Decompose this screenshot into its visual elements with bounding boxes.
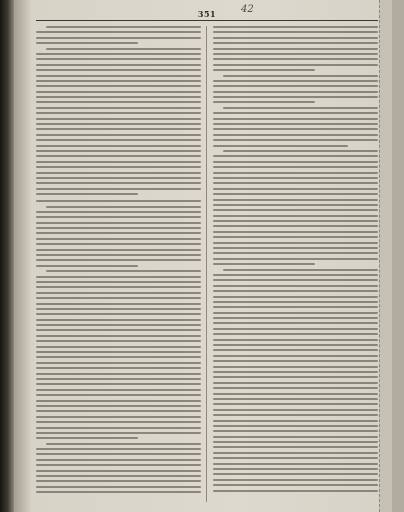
text-line — [213, 274, 378, 276]
text-line — [213, 452, 378, 454]
text-line — [36, 292, 201, 294]
text-line — [213, 91, 378, 93]
text-line — [213, 371, 378, 373]
text-line — [46, 206, 201, 208]
text-line — [213, 263, 315, 265]
text-line — [223, 269, 378, 271]
text-line — [36, 437, 138, 439]
text-line — [213, 42, 378, 44]
text-line — [36, 177, 201, 179]
text-line — [36, 58, 201, 60]
text-line — [213, 209, 378, 211]
page-number: 351 — [197, 9, 217, 19]
text-line — [213, 188, 378, 190]
text-line — [213, 31, 378, 33]
text-line — [213, 242, 378, 244]
text-line — [213, 96, 378, 98]
text-line — [223, 150, 378, 152]
text-line — [36, 155, 201, 157]
text-line — [36, 319, 201, 321]
text-line — [36, 486, 201, 488]
text-line — [213, 48, 378, 50]
text-line — [213, 123, 378, 125]
text-line — [36, 101, 201, 103]
text-line — [46, 26, 201, 28]
text-line — [36, 107, 201, 109]
text-line — [36, 351, 201, 353]
text-line — [36, 335, 201, 337]
text-line — [213, 252, 378, 254]
text-line — [213, 258, 378, 260]
text-line — [46, 443, 201, 445]
text-line — [213, 322, 378, 324]
text-line — [213, 376, 378, 378]
text-line — [213, 387, 378, 389]
text-line — [36, 427, 201, 429]
text-line — [213, 80, 378, 82]
text-line — [213, 425, 378, 427]
text-line — [213, 403, 378, 405]
text-line — [36, 432, 201, 434]
text-line — [213, 155, 378, 157]
text-line — [36, 96, 201, 98]
text-line — [36, 31, 201, 33]
text-line — [36, 227, 201, 229]
text-line — [213, 355, 378, 357]
text-line — [36, 383, 201, 385]
text-line — [36, 480, 201, 482]
text-line — [213, 420, 378, 422]
text-line — [36, 367, 201, 369]
text-line — [36, 80, 201, 82]
text-line — [213, 468, 378, 470]
text-line — [213, 53, 378, 55]
text-line — [36, 459, 201, 461]
header-rule — [36, 20, 378, 21]
text-line — [46, 48, 201, 50]
text-line — [213, 349, 378, 351]
text-line — [213, 457, 378, 459]
text-line — [213, 479, 378, 481]
text-line — [213, 430, 378, 432]
text-line — [36, 286, 201, 288]
text-line — [213, 199, 378, 201]
text-line — [46, 270, 201, 272]
text-line — [213, 26, 378, 28]
text-line — [213, 414, 378, 416]
text-line — [213, 301, 378, 303]
text-line — [36, 123, 201, 125]
text-line — [36, 172, 201, 174]
text-line — [36, 64, 201, 66]
text-line — [213, 215, 378, 217]
text-line — [213, 145, 348, 147]
text-line — [213, 279, 378, 281]
text-line — [36, 276, 201, 278]
text-line — [213, 446, 378, 448]
text-line — [223, 107, 378, 109]
text-line — [213, 204, 378, 206]
text-line — [213, 463, 378, 465]
text-line — [213, 473, 378, 475]
text-line — [213, 490, 378, 492]
text-line — [213, 182, 378, 184]
text-line — [36, 85, 201, 87]
text-line — [213, 441, 378, 443]
text-line — [223, 75, 378, 77]
text-line — [213, 409, 378, 411]
text-line — [36, 128, 201, 130]
text-line — [36, 91, 201, 93]
text-line — [36, 405, 201, 407]
text-line — [213, 193, 378, 195]
text-line — [36, 362, 201, 364]
text-line — [36, 200, 201, 202]
text-line — [213, 247, 378, 249]
text-line — [36, 161, 201, 163]
text-line — [213, 317, 378, 319]
text-line — [36, 475, 201, 477]
text-line — [36, 324, 201, 326]
text-line — [213, 139, 378, 141]
text-line — [213, 306, 378, 308]
text-line — [36, 243, 201, 245]
text-line — [36, 118, 201, 120]
text-line — [36, 346, 201, 348]
text-line — [36, 232, 201, 234]
text-line — [36, 222, 201, 224]
text-line — [213, 172, 378, 174]
text-line — [213, 360, 378, 362]
text-line — [36, 139, 201, 141]
text-line — [36, 410, 201, 412]
text-line — [36, 265, 138, 267]
text-line — [213, 166, 378, 168]
text-line — [36, 329, 201, 331]
text-line — [36, 42, 138, 44]
text-line — [36, 378, 201, 380]
text-line — [36, 37, 201, 39]
text-line — [213, 231, 378, 233]
text-line — [36, 216, 201, 218]
text-line — [213, 393, 378, 395]
text-line — [213, 285, 378, 287]
text-line — [36, 373, 201, 375]
text-column-left — [36, 26, 201, 502]
text-line — [36, 416, 201, 418]
text-line — [36, 166, 201, 168]
text-line — [36, 53, 201, 55]
text-line — [36, 394, 201, 396]
text-line — [36, 69, 201, 71]
text-line — [36, 464, 201, 466]
text-line — [213, 112, 378, 114]
book-page — [14, 0, 392, 512]
page-edge — [379, 0, 392, 512]
text-line — [36, 303, 201, 305]
text-line — [213, 344, 378, 346]
text-line — [213, 85, 378, 87]
text-line — [36, 188, 201, 190]
text-line — [36, 211, 201, 213]
text-line — [213, 220, 378, 222]
text-line — [213, 37, 378, 39]
text-line — [36, 145, 201, 147]
handwritten-note: 42 — [241, 4, 254, 15]
text-line — [36, 182, 201, 184]
text-line — [36, 308, 201, 310]
text-line — [36, 453, 201, 455]
text-line — [36, 470, 201, 472]
text-line — [213, 382, 378, 384]
text-line — [36, 297, 201, 299]
text-line — [36, 281, 201, 283]
text-line — [213, 366, 378, 368]
text-line — [213, 290, 378, 292]
text-line — [213, 236, 378, 238]
text-line — [36, 356, 201, 358]
text-line — [213, 225, 378, 227]
book-binding-shadow — [0, 0, 14, 512]
text-line — [213, 312, 378, 314]
text-line — [36, 193, 138, 195]
text-line — [36, 448, 201, 450]
text-line — [213, 333, 378, 335]
text-line — [213, 296, 378, 298]
text-line — [213, 134, 378, 136]
text-line — [213, 398, 378, 400]
text-line — [36, 389, 201, 391]
text-line — [36, 150, 201, 152]
text-line — [36, 134, 201, 136]
text-line — [213, 118, 378, 120]
text-line — [213, 328, 378, 330]
text-line — [213, 69, 315, 71]
text-line — [36, 340, 201, 342]
text-line — [213, 484, 378, 486]
text-line — [36, 238, 201, 240]
text-line — [36, 421, 201, 423]
text-line — [36, 254, 201, 256]
text-line — [213, 58, 378, 60]
text-line — [36, 313, 201, 315]
text-column-right — [213, 26, 378, 502]
text-line — [36, 112, 201, 114]
text-line — [36, 249, 201, 251]
text-line — [36, 259, 201, 261]
text-line — [213, 101, 315, 103]
text-line — [213, 177, 378, 179]
text-line — [213, 64, 378, 66]
text-line — [213, 128, 378, 130]
text-line — [36, 491, 201, 493]
text-line — [213, 161, 378, 163]
text-line — [36, 75, 201, 77]
column-divider — [206, 26, 207, 502]
text-line — [213, 436, 378, 438]
text-line — [213, 339, 378, 341]
text-line — [36, 400, 201, 402]
